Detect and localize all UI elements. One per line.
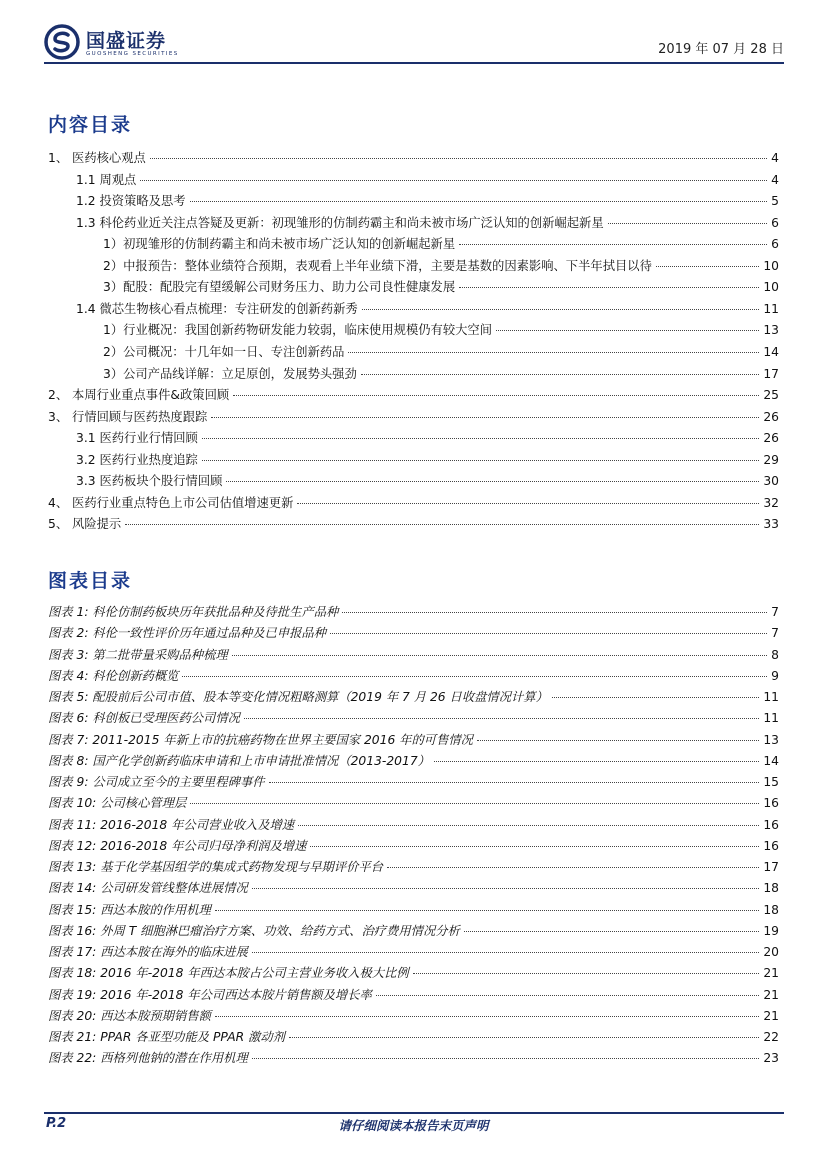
dot-leader (297, 503, 759, 504)
dot-leader (150, 158, 767, 159)
report-date: 2019 年 07 月 28 日 (658, 42, 784, 57)
dot-leader (202, 460, 760, 461)
figure-entry[interactable] (48, 1006, 779, 1026)
dot-leader (434, 761, 759, 762)
entry-page-number: 14 (763, 344, 779, 359)
entry-title: 图表 9: 公司成立至今的主要里程碑事件 (48, 775, 265, 789)
dot-leader (330, 633, 767, 634)
toc-entry[interactable] (76, 170, 779, 190)
dot-leader (464, 931, 759, 932)
entry-page-number: 13 (763, 323, 779, 338)
footer-divider (44, 1112, 784, 1114)
entry-title: 1、 医药核心观点 (48, 151, 146, 165)
toc-entry[interactable] (76, 471, 779, 491)
entry-title: 图表 1: 科伦仿制药板块历年获批品种及待批生产品种 (48, 605, 339, 619)
entry-page-number: 21 (763, 966, 779, 981)
entry-title: 3、 行情回顾与医药热度跟踪 (48, 409, 208, 424)
entry-page-number: 11 (763, 690, 779, 704)
dot-leader (298, 825, 759, 826)
entry-page-number: 32 (763, 495, 779, 510)
figure-entry[interactable] (48, 708, 779, 728)
entry-title: 1.3 科伦药业近关注点答疑及更新：初现雏形的仿制药霸主和尚未被市场广泛认知的创新崛起新星 (76, 215, 604, 230)
dot-leader (182, 676, 767, 677)
entry-title: 1.4 微芯生物核心看点梳理：专注研发的创新药新秀 (76, 301, 358, 316)
toc-entry[interactable] (103, 364, 779, 384)
entry-page-number: 22 (763, 1030, 779, 1044)
entry-page-number: 7 (771, 626, 779, 641)
entry-title: 3.2 医药行业热度追踪 (76, 452, 198, 467)
entry-title: 图表 13: 基于化学基因组学的集成式药物发现与早期评价平台 (48, 860, 384, 874)
entry-title: 图表 18: 2016 年-2018 年西达本胺占公司主营业务收入极大比例 (48, 966, 409, 981)
toc-entry[interactable] (103, 342, 779, 362)
entry-page-number: 18 (763, 902, 779, 917)
dot-leader (342, 612, 767, 613)
dot-leader (608, 223, 768, 224)
entry-title: 图表 7: 2011-2015 年新上市的抗癌药物在世界主要国家 2016 年的可售情况 (48, 732, 473, 747)
page-number: P.2 (46, 1116, 67, 1131)
toc-entry[interactable] (76, 428, 779, 448)
figure-entry[interactable] (48, 687, 779, 707)
toc-entry[interactable] (103, 277, 779, 297)
dot-leader (348, 352, 759, 353)
entry-page-number: 7 (771, 605, 779, 619)
entry-page-number: 14 (763, 753, 779, 768)
header-divider (44, 62, 784, 64)
figure-entry[interactable] (48, 602, 779, 622)
dot-leader (252, 1058, 760, 1059)
figure-entry[interactable] (48, 963, 779, 983)
entry-page-number: 10 (763, 280, 779, 295)
contents-title: 内容目录 (48, 114, 133, 136)
entry-title: 图表 14: 公司研发管线整体进展情况 (48, 881, 248, 896)
dot-leader (140, 180, 767, 181)
entry-page-number: 16 (763, 838, 779, 853)
toc-entry[interactable] (76, 450, 779, 470)
toc-entry[interactable] (103, 256, 779, 276)
page-header (44, 22, 784, 62)
disclaimer-note: 请仔细阅读本报告末页声明 (338, 1118, 489, 1133)
figure-entry[interactable] (48, 666, 779, 686)
entry-page-number: 4 (771, 172, 779, 187)
company-logo (44, 24, 194, 60)
entry-page-number: 10 (763, 258, 779, 273)
figure-entry[interactable] (48, 1048, 779, 1068)
dot-leader (459, 287, 759, 288)
toc-entry[interactable] (48, 148, 779, 168)
entry-title: 4、 医药行业重点特色上市公司估值增速更新 (48, 495, 294, 510)
dot-leader (289, 1037, 759, 1038)
entry-page-number: 26 (763, 431, 779, 446)
entry-title: 1）初现雏形的仿制药霸主和尚未被市场广泛认知的创新崛起新星 (103, 237, 456, 252)
entry-title: 3）配股：配股完有望缓解公司财务压力、助力公司良性健康发展 (103, 280, 456, 295)
toc-entry[interactable] (103, 320, 779, 340)
figure-entry[interactable] (48, 1027, 779, 1047)
entry-page-number: 25 (763, 388, 779, 403)
figures-title: 图表目录 (48, 570, 133, 592)
entry-title: 图表 11: 2016-2018 年公司营业收入及增速 (48, 817, 295, 832)
dot-leader (376, 995, 760, 996)
entry-title: 图表 4: 科伦创新药概览 (48, 668, 179, 683)
entry-title: 图表 21: PPAR 各亚型功能及 PPAR 激动剂 (48, 1030, 285, 1044)
figure-entry[interactable] (48, 623, 779, 643)
toc-entry[interactable] (103, 234, 779, 254)
entry-page-number: 17 (763, 860, 779, 874)
dot-leader (413, 973, 760, 974)
figure-entry[interactable] (48, 645, 779, 665)
entry-page-number: 17 (763, 366, 779, 381)
entry-title: 图表 12: 2016-2018 年公司归母净利润及增速 (48, 838, 307, 853)
figure-entry[interactable] (48, 921, 779, 941)
dot-leader (496, 330, 759, 331)
entry-title: 5、 风险提示 (48, 517, 122, 532)
entry-page-number: 26 (763, 409, 779, 424)
dot-leader (269, 782, 760, 783)
dot-leader (233, 395, 759, 396)
toc-entry[interactable] (76, 213, 779, 233)
dot-leader (125, 524, 759, 525)
entry-title: 3）公司产品线详解：立足原创，发展势头强劲 (103, 366, 357, 381)
entry-title: 图表 5: 配股前后公司市值、股本等变化情况粗略测算（2019 年 7 月 26 日收盘情况计算） (48, 690, 548, 704)
entry-title: 3.1 医药行业行情回顾 (76, 431, 198, 446)
entry-title: 2）公司概况：十几年如一日、专注创新药品 (103, 344, 345, 359)
entry-title: 图表 6: 科创板已受理医药公司情况 (48, 711, 240, 726)
dot-leader (215, 1016, 759, 1017)
entry-page-number: 21 (763, 1008, 779, 1023)
figure-entry[interactable] (48, 857, 779, 877)
entry-title: 图表 20: 西达本胺预期销售额 (48, 1008, 211, 1023)
entry-title: 1.1 周观点 (76, 172, 137, 187)
dot-leader (232, 655, 768, 656)
figure-entry[interactable] (48, 985, 779, 1005)
dot-leader (459, 244, 767, 245)
guosheng-logo-icon (44, 24, 80, 60)
entry-page-number: 20 (763, 945, 779, 959)
entry-page-number: 5 (771, 194, 779, 209)
entry-title: 图表 10: 公司核心管理层 (48, 796, 187, 811)
entry-title: 2）中报预告：整体业绩符合预期，表观看上半年业绩下滑，主要是基数的因素影响、下半年拭目以待 (103, 258, 652, 273)
entry-page-number: 23 (763, 1051, 779, 1066)
entry-title: 图表 22: 西格列他钠的潜在作用机理 (48, 1051, 248, 1066)
logo-subtext: GUOSHENG SECURITIES (86, 51, 179, 57)
toc-entry[interactable] (48, 385, 779, 405)
entry-page-number: 16 (763, 817, 779, 832)
dot-leader (202, 438, 760, 439)
entry-page-number: 30 (763, 474, 779, 489)
figure-entry[interactable] (48, 793, 779, 813)
figure-entry[interactable] (48, 751, 779, 771)
entry-title: 3.3 医药板块个股行情回顾 (76, 474, 223, 489)
entry-title: 2、 本周行业重点事件&政策回顾 (48, 388, 230, 403)
entry-page-number: 16 (763, 796, 779, 811)
toc-entry[interactable] (76, 299, 779, 319)
figure-entry[interactable] (48, 836, 779, 856)
figure-entry[interactable] (48, 878, 779, 898)
entry-title: 图表 3: 第二批带量采购品种梳理 (48, 647, 228, 662)
entry-title: 1.2 投资策略及思考 (76, 194, 186, 209)
entry-page-number: 13 (763, 732, 779, 747)
entry-title: 图表 16: 外周 T 细胞淋巴瘤治疗方案、功效、给药方式、治疗费用情况分析 (48, 923, 460, 938)
dot-leader (252, 952, 760, 953)
entry-page-number: 33 (763, 517, 779, 532)
figure-entry[interactable] (48, 900, 779, 920)
logo-text: 国盛证券 (86, 30, 167, 52)
entry-page-number: 9 (771, 668, 779, 683)
dot-leader (215, 910, 759, 911)
dot-leader (552, 697, 759, 698)
entry-page-number: 4 (771, 151, 779, 165)
dot-leader (361, 374, 760, 375)
dot-leader (310, 846, 759, 847)
dot-leader (387, 867, 759, 868)
entry-title: 图表 2: 科伦一致性评价历年通过品种及已申报品种 (48, 626, 327, 641)
entry-page-number: 18 (763, 881, 779, 896)
toc-entry[interactable] (48, 407, 779, 427)
dot-leader (211, 417, 759, 418)
dot-leader (477, 740, 759, 741)
figure-entry[interactable] (48, 772, 779, 792)
figure-entry[interactable] (48, 730, 779, 750)
dot-leader (190, 201, 768, 202)
entry-title: 图表 15: 西达本胺的作用机理 (48, 902, 211, 917)
entry-page-number: 21 (763, 987, 779, 1002)
dot-leader (190, 803, 759, 804)
entry-page-number: 19 (763, 923, 779, 938)
dot-leader (226, 481, 759, 482)
entry-page-number: 11 (763, 711, 779, 726)
entry-page-number: 11 (763, 301, 779, 316)
toc-entry[interactable] (48, 493, 779, 513)
entry-page-number: 15 (763, 775, 779, 789)
dot-leader (362, 309, 760, 310)
entry-page-number: 6 (771, 237, 779, 252)
entry-page-number: 6 (771, 215, 779, 230)
toc-entry[interactable] (76, 191, 779, 211)
entry-title: 图表 19: 2016 年-2018 年公司西达本胺片销售额及增长率 (48, 987, 372, 1002)
toc-entry[interactable] (48, 514, 779, 534)
entry-title: 1）行业概况：我国创新药物研发能力较弱，临床使用规模仍有较大空间 (103, 323, 493, 338)
entry-page-number: 8 (771, 647, 779, 662)
figure-entry[interactable] (48, 815, 779, 835)
entry-title: 图表 17: 西达本胺在海外的临床进展 (48, 945, 248, 959)
figure-entry[interactable] (48, 942, 779, 962)
entry-title: 图表 8: 国产化学创新药临床申请和上市申请批准情况（2013-2017） (48, 753, 430, 768)
entry-page-number: 29 (763, 452, 779, 467)
dot-leader (656, 266, 759, 267)
dot-leader (244, 718, 759, 719)
dot-leader (252, 888, 760, 889)
